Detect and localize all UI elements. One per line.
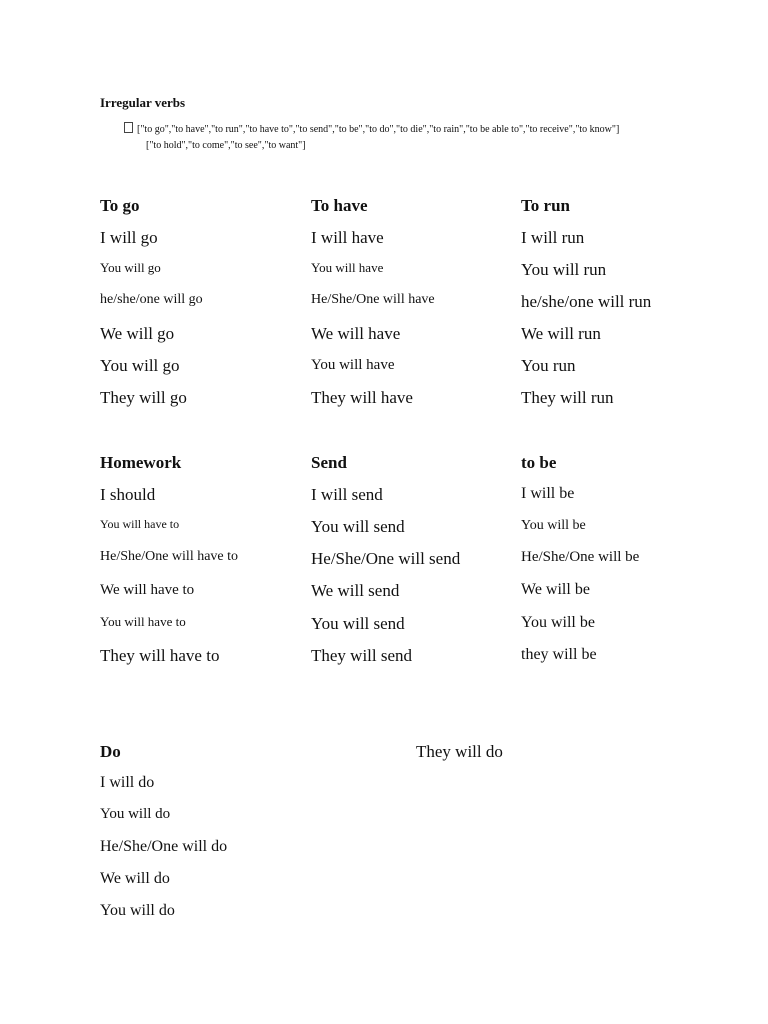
conjugation-line: I will do [100,774,155,791]
conjugation-line: They will run [521,388,614,407]
conjugation-line: You will run [521,260,607,279]
conjugation-line: They will go [100,388,187,407]
conjugation-line: They will have [311,388,413,407]
conjugation-line: They will have to [100,646,220,665]
conjugation-line: You will send [311,614,405,633]
conjugation-line: You will do [100,902,175,919]
conjugation-line: he/she/one will go [100,292,203,307]
conjugation-line: He/She/One will have to [100,549,239,564]
conjugation-line: You will be [521,518,586,533]
block-heading: To have [311,196,368,215]
block-heading: Send [311,453,347,472]
conjugation-line: I will have [311,228,384,247]
conjugation-line: We will have [311,324,401,343]
conjugation-line: You will have to [100,517,180,531]
block-heading: To run [521,196,570,215]
conjugation-line: We will be [521,581,590,598]
conjugation-line: he/she/one will run [521,292,652,311]
conjugation-line: I will be [521,485,575,502]
conjugation-line: We will send [311,581,400,600]
conjugation-line: You will have to [100,614,186,629]
conjugation-line: We will do [100,870,170,887]
conjugation-line: You will go [100,260,161,275]
conjugation-line: You will send [311,517,405,536]
conjugation-line: We will run [521,324,601,343]
block-heading: Do [100,742,121,761]
conjugation-line: He/She/One will do [100,838,228,855]
conjugation-line: You will be [521,614,595,631]
conjugation-line: I will go [100,228,158,247]
conjugation-line: You will have [311,357,395,373]
conjugation-line: He/She/One will have [311,292,435,307]
conjugation-line: I will run [521,228,585,247]
conjugation-line: You will go [100,356,180,375]
block-heading: to be [521,453,557,472]
conjugation-line: I will send [311,485,383,504]
placeholder-box-icon [124,122,133,133]
conjugation-line: They will send [311,646,413,665]
verb-list-line-2: ["to hold","to come","to see","to want"] [146,140,306,151]
block-heading: To go [100,196,140,215]
conjugation-line: We will have to [100,582,195,598]
conjugation-line: We will go [100,324,175,343]
document-title: Irregular verbs [100,95,186,110]
conjugation-line: they will be [521,646,597,663]
conjugation-line: You will do [100,806,171,822]
conjugation-line: You will have [311,260,384,275]
block-heading: Homework [100,453,182,472]
conjugation-line: He/She/One will be [521,549,640,565]
conjugation-line: He/She/One will send [311,549,461,568]
verb-list-line-1: ["to go","to have","to run","to have to","to send","to be","to do","to die","to rain","to be able to","to receive","to know"] [137,124,620,135]
conjugation-line: They will do [416,742,503,761]
conjugation-line: I should [100,485,156,504]
conjugation-line: You run [521,356,576,375]
verb-list-bullet [124,122,619,135]
